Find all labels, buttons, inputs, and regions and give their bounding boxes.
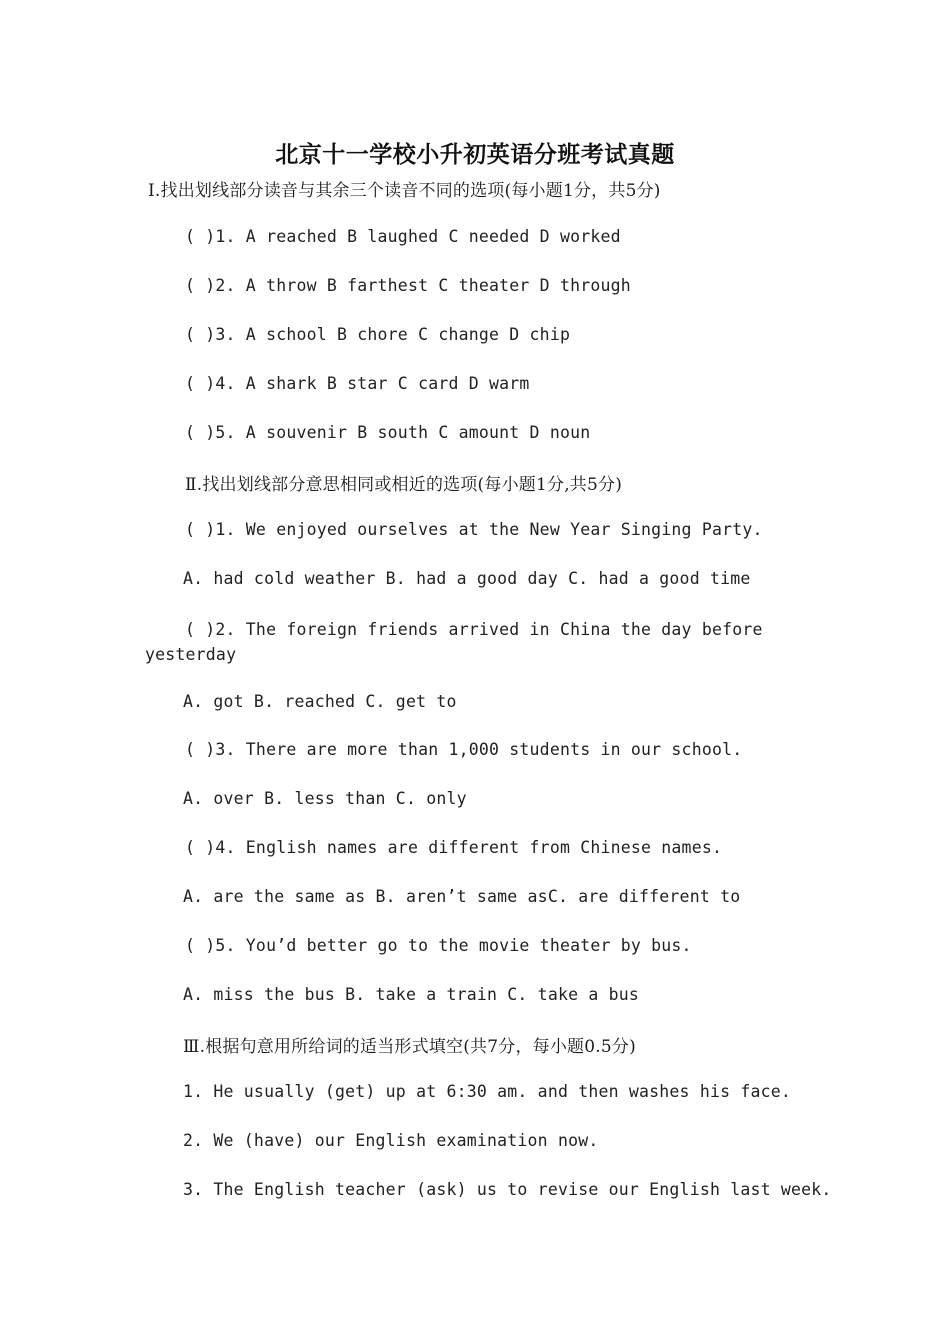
section-1-item-1: ( )1. A reached B laughed C needed D worked: [185, 227, 621, 246]
section-1-item-4: ( )4. A shark B star C card D warm: [185, 374, 530, 393]
section-3-item-1: 1. He usually (get) up at 6:30 am. and then washes his face.: [183, 1082, 792, 1101]
section-2-options-4: A. are the same as B. aren’t same asC. are different to: [183, 887, 741, 906]
section-2-options-3: A. over B. less than C. only: [183, 789, 467, 808]
section-2-heading: Ⅱ.找出划线部分意思相同或相近的选项(每小题1分,共5分): [185, 475, 623, 495]
section-2-question-2: ( )2. The foreign friends arrived in China the day before yesterday: [145, 620, 763, 664]
section-2-question-4: ( )4. English names are different from Chinese names.: [185, 838, 723, 857]
section-2-question-3: ( )3. There are more than 1,000 students in our school.: [185, 740, 743, 759]
section-3-heading: Ⅲ.根据句意用所给词的适当形式填空(共7分，每小题0.5分): [183, 1037, 636, 1057]
section-1-heading: Ⅰ.找出划线部分读音与其余三个读音不同的选项(每小题1分，共5分): [148, 181, 661, 201]
section-2-question-1: ( )1. We enjoyed ourselves at the New Year Singing Party.: [185, 520, 763, 539]
section-3-item-2: 2. We (have) our English examination now.: [183, 1131, 599, 1150]
section-1-item-2: ( )2. A throw B farthest C theater D through: [185, 276, 631, 295]
section-1-item-3: ( )3. A school B chore C change D chip: [185, 325, 571, 344]
section-3-item-3: 3. The English teacher (ask) us to revise our English last week.: [183, 1180, 832, 1199]
section-2-options-5: A. miss the bus B. take a train C. take a bus: [183, 985, 640, 1004]
section-2-question-5: ( )5. You’d better go to the movie theater by bus.: [185, 936, 692, 955]
section-2-options-2: A. got B. reached C. get to: [183, 692, 457, 711]
page-title: 北京十一学校小升初英语分班考试真题: [275, 141, 675, 168]
section-2-options-1: A. had cold weather B. had a good day C. had a good time: [183, 569, 751, 588]
section-1-item-5: ( )5. A souvenir B south C amount D noun: [185, 423, 591, 442]
